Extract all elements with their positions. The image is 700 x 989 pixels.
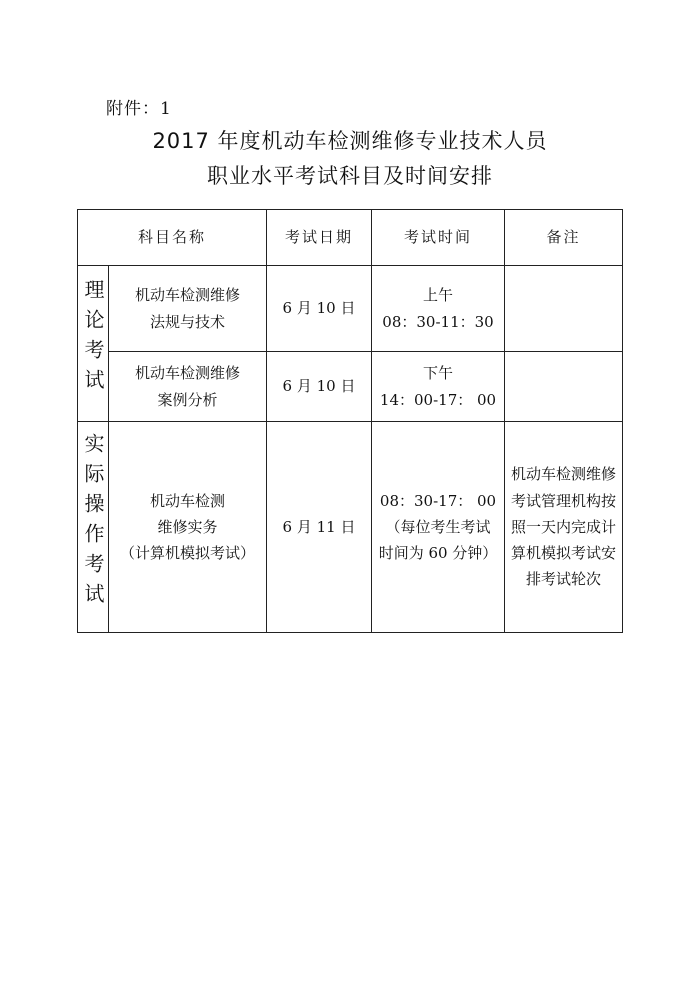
note-cell [505, 352, 623, 422]
group-theory-cell [78, 266, 109, 422]
subject-line: 法规与技术 [149, 312, 225, 331]
table-row [78, 266, 623, 352]
subject-line: 机动车检测 [149, 491, 225, 510]
header-subject: 科目名称 [78, 210, 267, 266]
time-line: 08：30-11：30 [382, 312, 494, 331]
group-practical-label: 实际操作考试 [81, 432, 105, 613]
subject-line: 案例分析 [157, 390, 218, 409]
group-theory-label: 理论考试 [81, 279, 105, 400]
table-row [78, 352, 623, 422]
document-title-line-2: 职业水平考试科目及时间安排 [207, 164, 493, 188]
date-cell: 6 月 10 日 [267, 266, 372, 352]
subject-cell [109, 422, 267, 633]
note-cell [505, 266, 623, 352]
subject-cell [109, 352, 267, 422]
subject-line: 机动车检测维修 [134, 286, 240, 305]
time-line: 下午 [422, 364, 453, 383]
group-practical-cell [78, 422, 109, 633]
attachment-label: 附件：1 [106, 99, 172, 119]
exam-schedule-table [77, 209, 623, 633]
time-line: 时间为 60 分钟） [378, 544, 498, 563]
time-cell [372, 422, 505, 633]
subject-cell [109, 266, 267, 352]
subject-line: （计算机模拟考试） [119, 544, 255, 563]
time-line: （每位考生考试 [385, 517, 491, 536]
subject-line: 机动车检测维修 [134, 364, 240, 383]
time-line: 14：00-17： 00 [379, 390, 497, 409]
time-line: 上午 [422, 286, 453, 305]
table-row [78, 422, 623, 633]
header-time: 考试时间 [372, 210, 505, 266]
table-header-row [78, 210, 623, 266]
header-note: 备注 [505, 210, 623, 266]
note-cell: 机动车检测维修考试管理机构按照一天内完成计算机模拟考试安排考试轮次 [505, 422, 623, 633]
time-cell [372, 352, 505, 422]
header-date: 考试日期 [267, 210, 372, 266]
document-title-line-1: 2017 年度机动车检测维修专业技术人员 [152, 129, 548, 153]
subject-line: 维修实务 [157, 517, 218, 536]
time-cell [372, 266, 505, 352]
time-line: 08：30-17： 00 [379, 491, 497, 510]
date-cell: 6 月 11 日 [267, 422, 372, 633]
date-cell: 6 月 10 日 [267, 352, 372, 422]
